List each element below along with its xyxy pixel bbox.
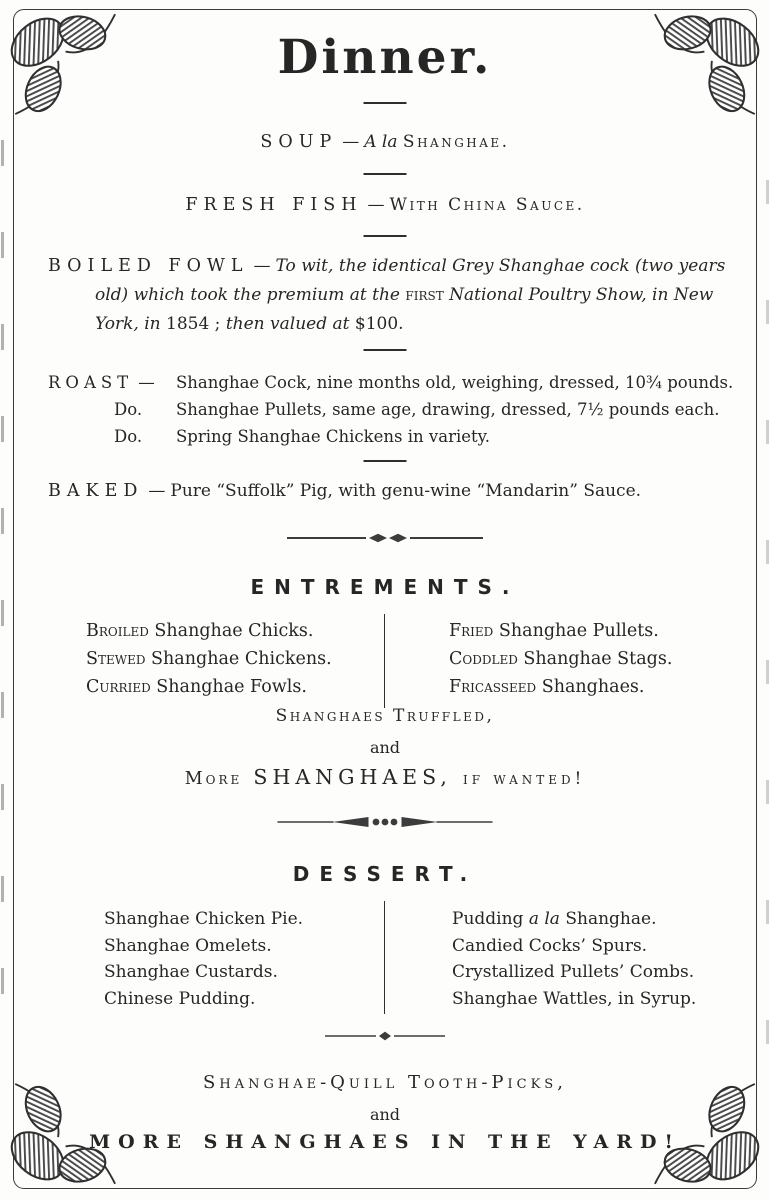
course-label: BAKED (48, 481, 144, 501)
course-text: $100. (354, 314, 404, 334)
small-diamond-divider-icon (325, 1030, 445, 1042)
item-text: Shanghae Wattles, in Syrup. (452, 988, 697, 1009)
item-text: Crystallized Pullets’ Combs. (452, 962, 695, 982)
entrements-columns (14, 617, 756, 701)
dash: — (342, 132, 360, 152)
ditto-cell: Do. (114, 400, 143, 419)
course-baked (48, 481, 750, 501)
dash: — (148, 481, 166, 501)
list-item: Shanghae Chicken Pie. (104, 909, 304, 929)
list-item (452, 906, 756, 933)
roast-row (48, 396, 750, 423)
item-rest: Shanghae Pullets. (493, 621, 659, 641)
dessert-right-column (385, 906, 756, 1012)
dessert-left-column (14, 906, 385, 1012)
item-rest: Shanghae Fowls. (150, 677, 307, 697)
entrements-more-line (0, 765, 770, 789)
list-item (86, 645, 385, 673)
page-border-frame (13, 9, 757, 1189)
item-rest: Shanghae Stags. (517, 649, 673, 669)
diamond-divider-icon (285, 531, 485, 545)
item-lead: Fricasseed (449, 677, 537, 697)
column-divider-rule (384, 901, 385, 1014)
course-text-italic: A la (364, 132, 398, 152)
divider-rule (364, 460, 407, 462)
list-item (452, 959, 756, 986)
more-tail: if wanted! (463, 769, 586, 788)
list-item (452, 986, 756, 1013)
divider-rule (364, 102, 407, 104)
dash: — (253, 256, 271, 276)
entrements-left-column (14, 617, 385, 701)
more-caps: SHANGHAES, (253, 765, 452, 789)
column-divider-rule (384, 614, 385, 708)
course-soup (0, 132, 770, 152)
list-item: Chinese Pudding. (104, 988, 256, 1009)
list-item (449, 645, 756, 673)
course-label-cell (48, 369, 176, 396)
course-text: Pure “Suffolk” Pig, with genu-wine “Mandarin” Sauce. (170, 481, 642, 501)
course-fresh-fish (0, 195, 770, 215)
list-item: Shanghae Custards. (104, 962, 278, 982)
list-item (86, 617, 385, 645)
list-item (449, 617, 756, 645)
more-lead: More (184, 769, 243, 789)
section-heading-entrements: ENTREMENTS. (250, 575, 520, 599)
item-text: Candied Cocks’ Spurs. (452, 935, 648, 956)
item-lead: Stewed (86, 649, 146, 669)
course-label: BOILED FOWL (48, 256, 249, 276)
roast-row (48, 423, 750, 450)
course-text: 1854 ; (166, 314, 221, 334)
item-rest: Shanghae Chicks. (148, 621, 314, 641)
item-italic: a la (528, 909, 560, 929)
arrow-dot-divider-icon (278, 814, 493, 830)
course-text-italic: To wit, the identical Grey Shanghae cock (two years old) which took the premium at the (95, 256, 726, 305)
entrements-truffled-line: Shanghaes Truffled, (275, 706, 495, 726)
list-item (86, 673, 385, 701)
roast-row-text: Spring Shanghae Chickens in variety. (176, 427, 491, 446)
divider-rule (364, 349, 407, 351)
entrements-right-column (385, 617, 756, 701)
list-item: Shanghae Omelets. (104, 935, 272, 956)
item-rest: Shanghaes. (536, 677, 645, 697)
item-lead: Broiled (86, 621, 149, 641)
ditto-cell: Do. (114, 427, 143, 446)
list-item (449, 673, 756, 701)
scan-edge-artifact (1, 140, 4, 1060)
course-boiled-fowl (48, 252, 732, 339)
dash: — (138, 373, 155, 392)
item-lead: Coddled (449, 649, 518, 669)
course-label: FRESH FISH (185, 195, 363, 215)
section-heading-dessert: DESSERT. (292, 862, 478, 886)
item-rest: Shanghae Chickens. (145, 649, 332, 669)
item-text: Pudding (452, 909, 529, 929)
page-title: Dinner. (277, 30, 493, 85)
divider-rule (364, 235, 407, 237)
course-text-smallcaps: Shanghae. (402, 132, 510, 152)
scan-edge-artifact (766, 140, 769, 1060)
course-text-smallcaps: first (405, 285, 444, 305)
dessert-columns (14, 906, 756, 1012)
divider-rule (364, 173, 407, 175)
item-lead: Curried (86, 677, 151, 697)
item-lead: Fried (449, 621, 494, 641)
roast-row-text: Shanghae Cock, nine months old, weighing, dressed, 10¾ pounds. (176, 373, 734, 392)
list-item (452, 933, 756, 960)
course-label: ROAST (48, 373, 134, 392)
course-text-smallcaps: With China Sauce. (389, 195, 585, 215)
item-text: Shanghae. (559, 909, 657, 929)
course-text-italic: then valued at (220, 314, 355, 334)
course-roast (48, 369, 750, 450)
dash: — (367, 195, 385, 215)
course-text-italic: National Poultry Show, in New York, in (95, 285, 714, 334)
roast-row-text: Shanghae Pullets, same age, drawing, dressed, 7½ pounds each. (176, 400, 720, 419)
roast-row (48, 369, 750, 396)
and-word: and (369, 1105, 401, 1124)
and-word: and (369, 738, 401, 757)
course-label: SOUP (260, 132, 338, 152)
footer-yard-line: MORE SHANGHAES IN THE YARD! (89, 1131, 681, 1153)
footer-toothpicks-line: Shanghae-Quill Tooth-Picks, (203, 1072, 567, 1093)
